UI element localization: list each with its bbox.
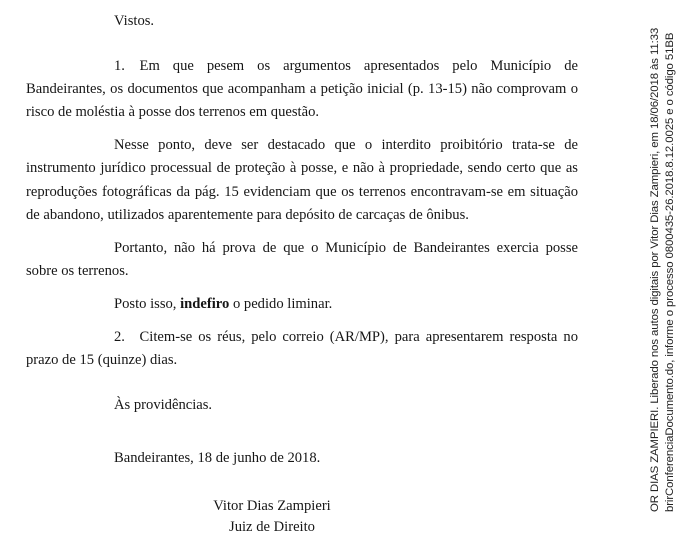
paragraph-vistos: Vistos. (114, 13, 155, 29)
spacer-after-p2 (26, 227, 578, 237)
paragraph-as-providencias: Às providências. (114, 397, 213, 414)
stamp-line-1: OR DIAS ZAMPIERI. Liberado nos autos digitais por Vitor Dias Zampieri, em 18/06/2018 às 11:33 (649, 27, 661, 512)
spacer-after-closing (26, 417, 578, 447)
spacer-after-p1 (26, 124, 578, 134)
posto-isso-prefix: Posto isso, (114, 295, 181, 312)
paragraph-portanto: Portanto, não há prova de que o Município de Bandeirantes exercia posse sobre os terrenos. (26, 239, 578, 279)
signature-title: Juiz de Direito (229, 519, 315, 536)
spacer-after-vistos (26, 33, 578, 55)
paragraph-item-2: 2. Citem-se os réus, pelo correio (AR/MP), para apresentarem resposta no prazo de 15 (quinze) dias. (26, 329, 578, 369)
paragraph-item-1: 1. Em que pesem os argumentos apresentados pelo Município de Bandeirantes, os documentos que acompanham a petição inicial (p. 13-15) não comprovam o risco de moléstia à posse dos terrenos em questão. (26, 58, 578, 121)
spacer-after-p4 (26, 316, 578, 326)
paragraph-posto-isso (26, 293, 578, 316)
paragraph-nesse-ponto: Nesse ponto, deve ser destacado que o interdito proibitório trata-se de instrumento jurídico processual de proteção à posse, e não à propriedade, sendo certo que as reproduções fotográficas da pág. 15 evidenciam que os terrenos encontravam-se em situação de abandono, utilizados aparentemente para depósito de carcaças de ônibus. (26, 137, 578, 223)
stamp-line-2: brirConferenciaDocumento.do, informe o processo 0800435-26.2018.8.12.0025 e o código 51BB (663, 32, 676, 512)
digital-signature-stamp (648, 0, 700, 514)
place-and-date: Bandeirantes, 18 de junho de 2018. (114, 450, 321, 467)
top-spacer (26, 0, 578, 10)
indefiro-emphasis: indefiro (180, 295, 230, 312)
digital-signature-stamp-text (648, 0, 677, 512)
signature-name: Vitor Dias Zampieri (213, 498, 331, 515)
posto-isso-suffix: o pedido liminar. (229, 295, 333, 312)
spacer-after-p5 (26, 372, 578, 394)
spacer-after-p3 (26, 283, 578, 293)
signature-block (26, 496, 578, 538)
document-body (26, 0, 578, 536)
